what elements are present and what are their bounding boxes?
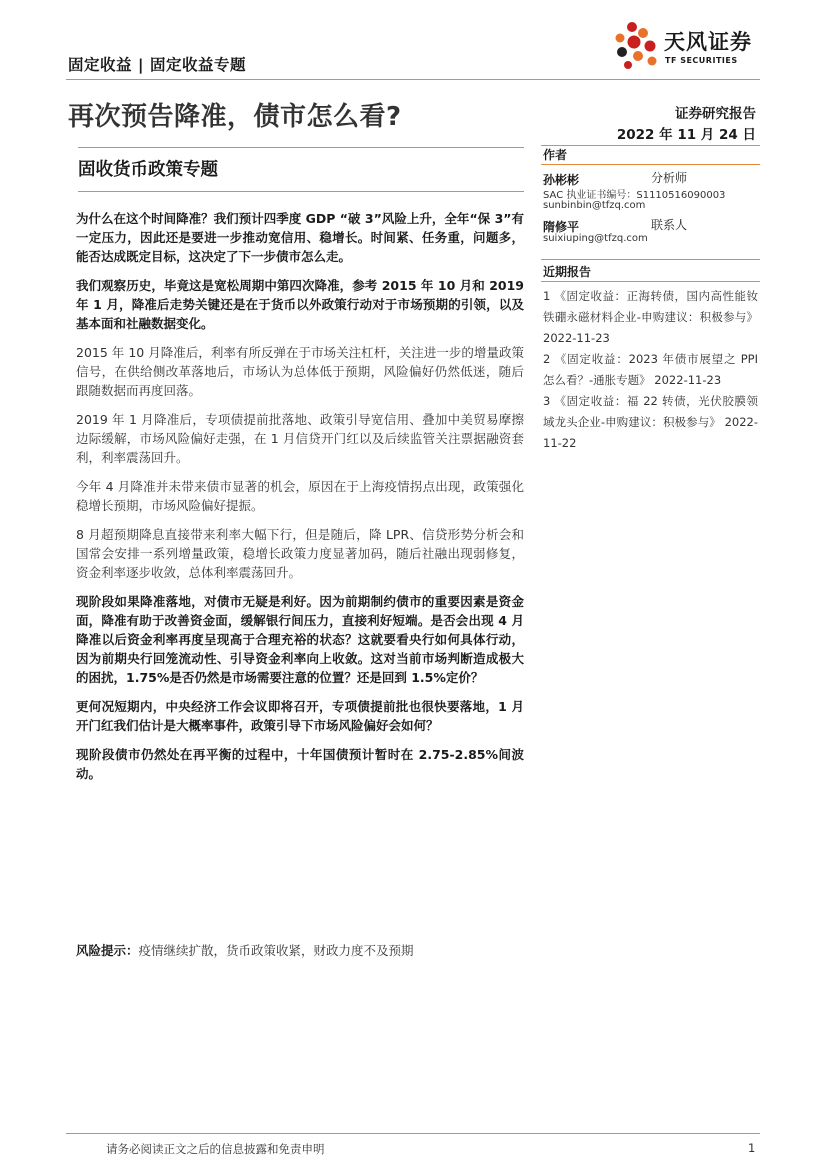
- logo-name: 天风证券: [664, 30, 752, 54]
- logo-mark-icon: [612, 20, 660, 72]
- company-logo: [612, 20, 762, 72]
- body-paragraph: 8 月超预期降息直接带来利率大幅下行，但是随后，降 LPR、信贷形势分析会和国常会安排一系列增量政策，稳增长政策力度显著加码，随后社融出现弱修复，资金利率逐步收敛，总体利率震荡回升。: [76, 527, 524, 580]
- report-type: 证券研究报告: [675, 106, 756, 122]
- report-date: 2022 年 11 月 24 日: [616, 127, 756, 143]
- recent-top-divider: [541, 259, 760, 260]
- recent-report-item[interactable]: 2 《固定收益：2023 年债市展望之 PPI 怎么看？-通胀专题》 2022-11-23: [543, 352, 758, 387]
- author-cert: SAC 执业证书编号：S1110516090003: [543, 190, 726, 201]
- authors-bottom-divider: [541, 164, 760, 165]
- risk-notice: [76, 941, 536, 959]
- body-paragraph: 现阶段如果降准落地，对债市无疑是利好。因为前期制约债市的重要因素是资金面，降准有助于改善资金面，缓解银行间压力，直接利好短端。是否会出现 4 月降准以后资金利率再度呈现高于合理充裕的状态？这就要看央行如何具体行动，因为前期央行回笼流动性、引导资金利率向上收敛。这对当前市场判断造成极大的困扰，1.75%是否仍然是市场需要注意的位置？还是回到 1.5%定价？: [76, 594, 524, 685]
- authors-heading: 作者: [543, 148, 568, 162]
- page-number: 1: [748, 1141, 756, 1155]
- recent-report-item[interactable]: 1 《固定收益：正海转债，国内高性能钕铁硼永磁材料企业-申购建议：积极参与》 2022-11-23: [543, 289, 758, 345]
- risk-label: 风险提示：: [76, 943, 139, 958]
- recent-bottom-divider: [541, 281, 760, 282]
- authors-top-divider: [541, 145, 760, 146]
- body-paragraph: 2015 年 10 月降准后，利率有所反弹在于市场关注杠杆，关注进一步的增量政策信号，在供给侧改革落地后，市场认为总体低于预期，风险偏好仍然低迷，随后跟随数据而再度回落。: [76, 345, 524, 398]
- summary-body: [76, 209, 524, 793]
- body-paragraph: 为什么在这个时间降准？我们预计四季度 GDP “破 3”风险上升，全年“保 3”有一定压力，因此还是要进一步推动宽信用、稳增长。时间紧、任务重，问题多，能否达成既定目标，这决定了下一步债市怎么走。: [76, 211, 524, 264]
- body-paragraph: 今年 4 月降准并未带来债市显著的机会，原因在于上海疫情拐点出现，政策强化稳增长预期，市场风险偏好提振。: [76, 479, 524, 513]
- footer-disclaimer: 请务必阅读正文之后的信息披露和免责申明: [106, 1142, 325, 1156]
- page-subtitle: 固收货币政策专题: [78, 160, 218, 180]
- body-paragraph: 现阶段债市仍然处在再平衡的过程中，十年国债预计暂时在 2.75-2.85%间波动。: [76, 747, 524, 781]
- report-category: 固定收益 | 固定收益专题: [68, 56, 246, 74]
- body-paragraph: 我们观察历史，毕竟这是宽松周期中第四次降准，参考 2015 年 10 月和 2019 年 1 月，降准后走势关键还是在于货币以外政策行动对于市场预期的引领，以及基本面和社融数据变化。: [76, 278, 524, 331]
- footer-divider: [66, 1133, 760, 1134]
- page-title: 再次预告降准，债市怎么看?: [68, 102, 402, 132]
- recent-reports-heading: 近期报告: [543, 265, 592, 279]
- body-paragraph: 更何况短期内，中央经济工作会议即将召开，专项债提前批也很快要落地，1 月开门红我们估计是大概率事件，政策引导下市场风险偏好会如何？: [76, 699, 524, 733]
- risk-text: 疫情继续扩散，货币政策收紧，财政力度不及预期: [138, 943, 414, 958]
- author-name: 孙彬彬: [543, 173, 580, 187]
- body-paragraph: 2019 年 1 月降准后，专项债提前批落地、政策引导宽信用、叠加中美贸易摩擦边际缓解，市场风险偏好走强，在 1 月信贷开门红以及后续监管关注票据融资套利，利率震荡回升。: [76, 412, 524, 465]
- logo-name-en: TF SECURITIES: [665, 56, 738, 65]
- recent-report-item[interactable]: 3 《固定收益：福 22 转债，光伏胶膜领域龙头企业-申购建议：积极参与》 2022-11-22: [543, 394, 758, 450]
- author-role: 分析师: [651, 171, 688, 185]
- author-name: 隋修平: [543, 220, 580, 234]
- author-email[interactable]: suixiuping@tfzq.com: [543, 233, 648, 244]
- subtitle-bottom-divider: [78, 191, 524, 192]
- header-divider: [66, 79, 760, 80]
- author-email[interactable]: sunbinbin@tfzq.com: [543, 200, 646, 211]
- recent-reports-list: [543, 286, 758, 454]
- subtitle-top-divider: [78, 147, 524, 148]
- author-role: 联系人: [651, 218, 688, 232]
